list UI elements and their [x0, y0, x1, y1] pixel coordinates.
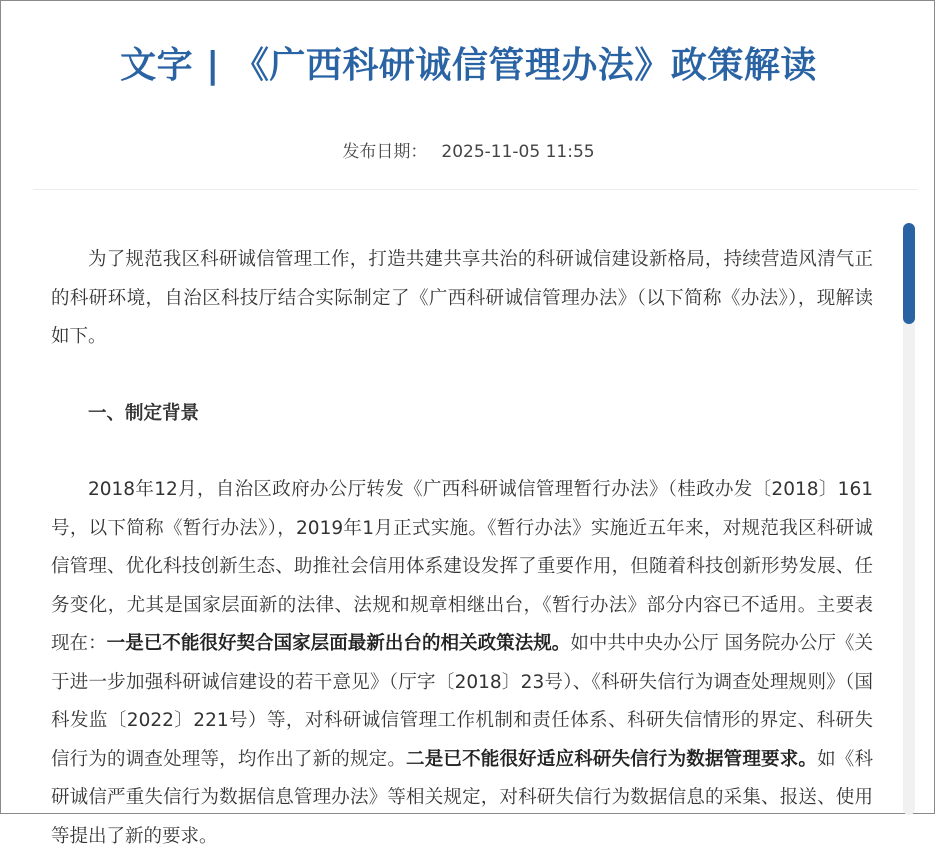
- section-heading-background: 一、制定背景: [88, 402, 200, 424]
- background-text-2: 如中共中央办公厅 国务院办公厅《关于进一步加强科研诚信建设的若干意见》（厅字〔2018〕23号）、《科研失信行为调查处理规则》（国科发监〔2022〕221号）等，对科研诚信管理工作机制和责任体系、科研失信情形的界定、科研失信行为的调查处理等，均作出了新的规定。: [51, 633, 873, 770]
- scrollbar-thumb[interactable]: [903, 223, 915, 324]
- article-title: 文字 | 《广西科研诚信管理办法》政策解读: [120, 45, 817, 86]
- background-text-1: 2018年12月，自治区政府办公厅转发《广西科研诚信管理暂行办法》（桂政办发〔2018〕161号，以下简称《暂行办法》），2019年1月正式实施。《暂行办法》实施近五年来，对规范我区科研诚信管理、优化科技创新生态、助推社会信用体系建设发挥了重要作用，但随着科技创新形势发展、任务变化，尤其是国家层面新的法律、法规和规章相继出台，《暂行办法》部分内容已不适用。主要表现在：: [51, 479, 873, 654]
- background-point-1: 一是已不能很好契合国家层面最新出台的相关政策法规。: [106, 633, 571, 654]
- publish-date-label: 发布日期：: [342, 142, 428, 162]
- intro-paragraph: 为了规范我区科研诚信管理工作，打造共建共享共治的科研诚信建设新格局，持续营造风清气正的科研环境，自治区科技厅结合实际制定了《广西科研诚信管理办法》（以下简称《办法》），现解读如下。: [51, 249, 873, 347]
- background-point-2: 二是已不能很好适应科研失信行为数据管理要求。: [406, 748, 818, 770]
- publish-date: [1, 137, 936, 162]
- publish-date-value: 2025-11-05 11:55: [441, 142, 595, 162]
- header-divider: [33, 189, 917, 190]
- article-content: [51, 241, 873, 856]
- background-text-3: 如《科研诚信严重失信行为数据信息管理办法》等相关规定，对科研失信行为数据信息的采集、报送、使用等提出了新的要求。: [51, 748, 873, 847]
- background-paragraph: [51, 471, 873, 856]
